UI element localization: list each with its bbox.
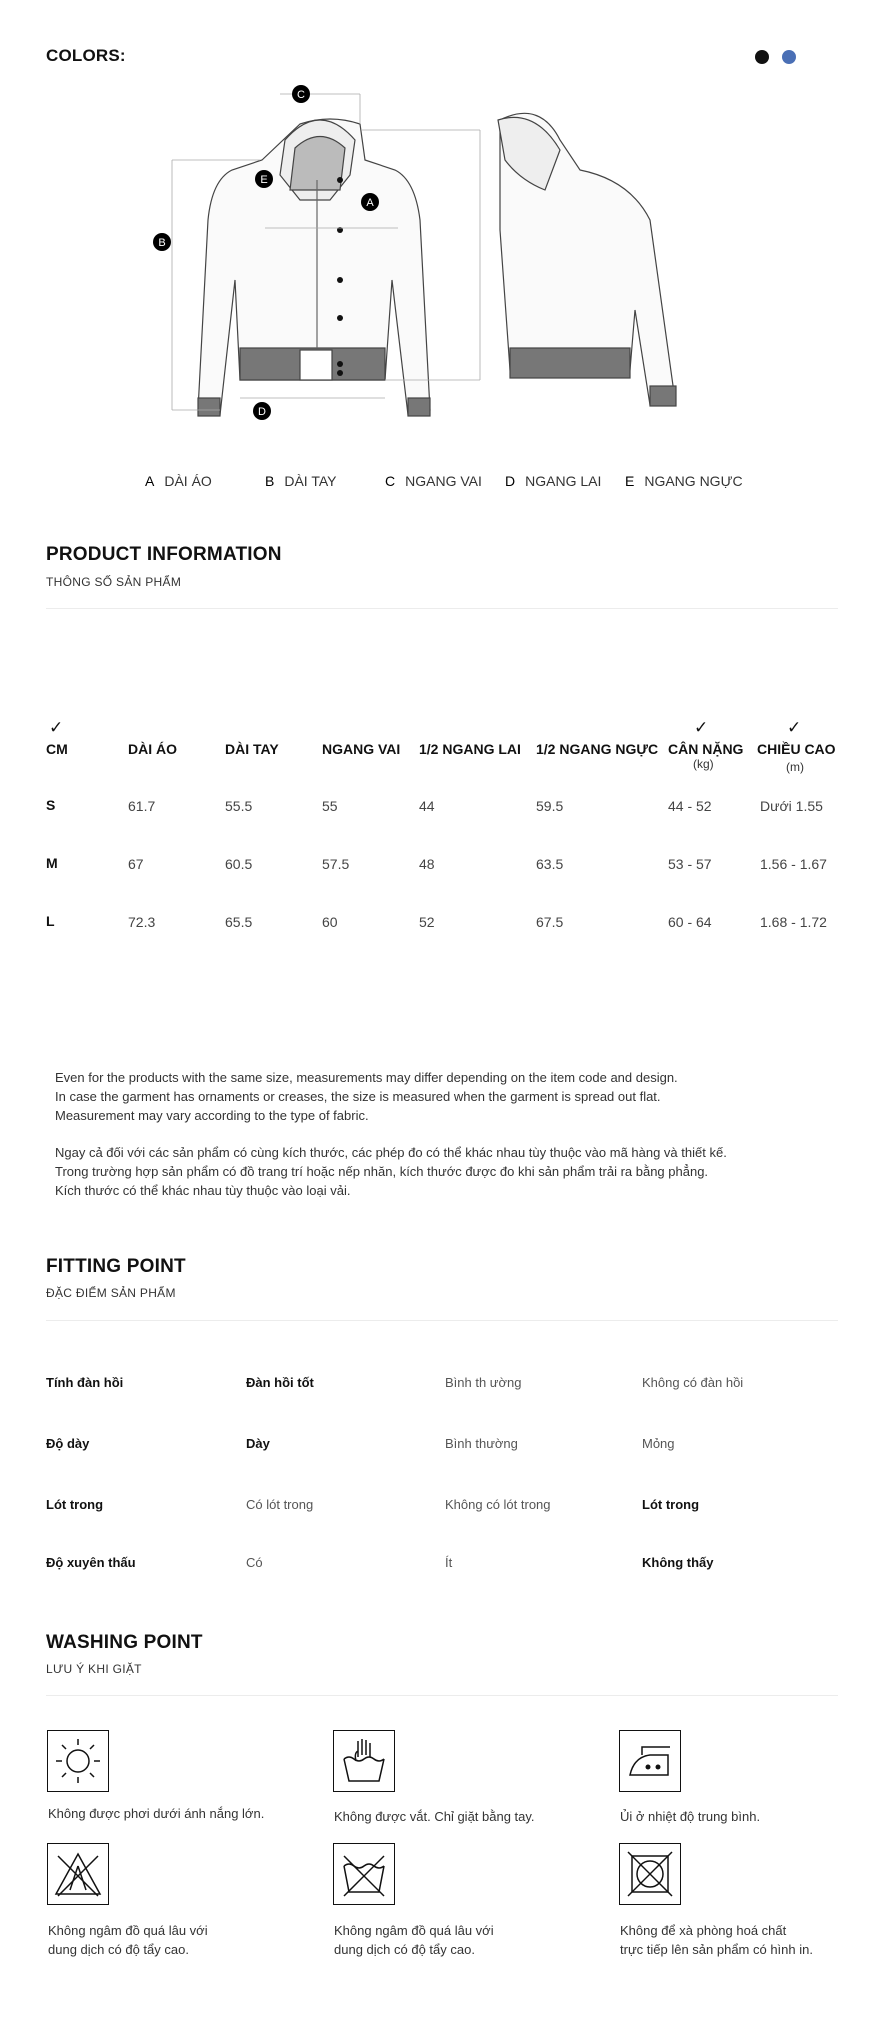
fitting-option: Không có lót trong [445, 1497, 551, 1512]
col-header-shoulder: NGANG VAI [322, 741, 401, 757]
table-cell: 59.5 [536, 798, 564, 814]
table-cell: 60.5 [225, 856, 253, 872]
fitting-title: FITTING POINT [46, 1256, 186, 1277]
legend-e: E NGANG NGỰC [625, 473, 743, 489]
table-cell: 63.5 [536, 856, 564, 872]
table-cell: 65.5 [225, 914, 253, 930]
note-vi-1: Ngay cả đối với các sản phẩm có cùng kích thước, các phép đo có thể khác nhau tùy thuộc vào mã hàng và thiết kế. [55, 1145, 727, 1160]
size-label: M [46, 855, 58, 871]
col-header-weight: CÂN NẶNG [668, 741, 744, 757]
note-en-3: Measurement may vary according to the type of fabric. [55, 1108, 369, 1123]
table-cell: 67 [128, 856, 144, 872]
table-cell: 44 - 52 [668, 798, 712, 814]
check-icon: ✓ [49, 718, 64, 737]
note-vi-3: Kích thước có thể khác nhau tùy thuộc vào loại vải. [55, 1183, 351, 1198]
table-cell: Dưới 1.55 [760, 798, 823, 814]
washing-text: Không được vắt. Chỉ giặt bằng tay. [334, 1809, 535, 1824]
fitting-option: Không có đàn hồi [642, 1375, 744, 1390]
col-header-hem: 1/2 NGANG LAI [419, 741, 521, 757]
col-header-length: DÀI ÁO [128, 741, 177, 757]
washing-text: dung dịch có độ tẩy cao. [334, 1942, 475, 1957]
color-swatch-blue[interactable] [782, 50, 796, 64]
product-info-subtitle: THÔNG SỐ SẢN PHẨM [46, 575, 182, 589]
col-header-cm: CM [46, 741, 68, 757]
table-cell: 72.3 [128, 914, 156, 930]
color-swatch-black[interactable] [755, 50, 769, 64]
washing-text: trực tiếp lên sản phẩm có hình in. [620, 1942, 813, 1957]
table-cell: 1.68 - 1.72 [760, 914, 827, 930]
table-cell: 48 [419, 856, 435, 872]
hand-wash-icon [333, 1730, 395, 1792]
divider [46, 1695, 838, 1696]
washing-text: Không ngâm đồ quá lâu với [334, 1923, 494, 1938]
fitting-option-selected: Dày [246, 1436, 270, 1451]
svg-text:B: B [158, 237, 166, 249]
washing-text: Không ngâm đồ quá lâu với [48, 1923, 208, 1938]
table-cell: 60 [322, 914, 338, 930]
divider [46, 1320, 838, 1321]
washing-text: Ủi ở nhiệt độ trung bình. [620, 1809, 761, 1824]
table-cell: 60 - 64 [668, 914, 712, 930]
table-cell: 55.5 [225, 798, 253, 814]
jacket-front-drawing [198, 119, 430, 416]
height-unit: (m) [786, 760, 804, 774]
sun-icon [47, 1730, 109, 1792]
legend-c: C NGANG VAI [385, 473, 482, 489]
svg-text:A: A [366, 197, 374, 209]
table-cell: 53 - 57 [668, 856, 712, 872]
note-en-1: Even for the products with the same size, measurements may differ depending on the item code and design. [55, 1070, 678, 1085]
washing-title: WASHING POINT [46, 1632, 203, 1653]
marker-d [253, 402, 271, 420]
fitting-option-selected: Đàn hồi tốt [246, 1375, 314, 1390]
iron-medium-icon [619, 1730, 681, 1792]
fitting-label: Tính đàn hồi [46, 1375, 124, 1390]
col-header-chest: 1/2 NGANG NGỰC [536, 741, 659, 757]
marker-c [292, 85, 310, 103]
table-cell: 67.5 [536, 914, 564, 930]
fitting-option: Bình thường [445, 1436, 518, 1451]
note-vi-2: Trong trường hợp sản phẩm có đồ trang trí hoặc nếp nhăn, kích thước được đo khi sản phẩm trải ra bằng phẳng. [55, 1164, 709, 1179]
no-soak-icon [333, 1843, 395, 1905]
table-cell: 61.7 [128, 798, 156, 814]
fitting-label: Độ xuyên thấu [46, 1555, 136, 1570]
fitting-option: Có [246, 1555, 263, 1570]
fitting-option-selected: Không thấy [642, 1555, 714, 1570]
size-label: S [46, 797, 56, 813]
marker-e [255, 170, 273, 188]
fitting-label: Độ dày [46, 1436, 90, 1451]
fitting-subtitle: ĐẶC ĐIỂM SẢN PHẨM [46, 1286, 176, 1300]
note-en-2: In case the garment has ornaments or creases, the size is measured when the garment is spread out flat. [55, 1089, 661, 1104]
colors-label: COLORS: [46, 46, 126, 65]
marker-b [153, 233, 171, 251]
svg-text:C: C [297, 89, 305, 101]
marker-a [361, 193, 379, 211]
fitting-option: Có lót trong [246, 1497, 314, 1512]
check-icon: ✓ [694, 718, 709, 737]
garment-size-diagram [158, 80, 720, 440]
legend-b: B DÀI TAY [265, 473, 337, 489]
no-bleach-icon [47, 1843, 109, 1905]
no-tumble-dry-icon [619, 1843, 681, 1905]
washing-text: Không được phơi dưới ánh nắng lớn. [48, 1806, 265, 1821]
col-header-sleeve: DÀI TAY [225, 741, 279, 757]
jacket-side-drawing [498, 113, 676, 406]
svg-text:E: E [260, 174, 268, 186]
legend-a: A DÀI ÁO [145, 473, 212, 489]
divider [46, 608, 838, 609]
check-icon: ✓ [787, 718, 802, 737]
fitting-option: Bình th ường [445, 1375, 522, 1390]
fitting-option-selected: Lót trong [642, 1497, 700, 1512]
weight-unit: (kg) [693, 757, 714, 771]
table-cell: 1.56 - 1.67 [760, 856, 827, 872]
table-cell: 52 [419, 914, 435, 930]
washing-subtitle: LƯU Ý KHI GIẶT [46, 1662, 142, 1676]
svg-text:D: D [258, 406, 266, 418]
fitting-option: Mỏng [642, 1436, 675, 1451]
fitting-option: Ít [445, 1555, 453, 1570]
fitting-label: Lót trong [46, 1497, 104, 1512]
size-label: L [46, 913, 55, 929]
product-info-title: PRODUCT INFORMATION [46, 544, 282, 565]
table-cell: 55 [322, 798, 338, 814]
table-cell: 57.5 [322, 856, 350, 872]
col-header-height: CHIỀU CAO [757, 741, 836, 757]
washing-text: Không để xà phòng hoá chất [620, 1923, 787, 1938]
table-cell: 44 [419, 798, 435, 814]
legend-d: D NGANG LAI [505, 473, 602, 489]
washing-text: dung dịch có độ tẩy cao. [48, 1942, 189, 1957]
